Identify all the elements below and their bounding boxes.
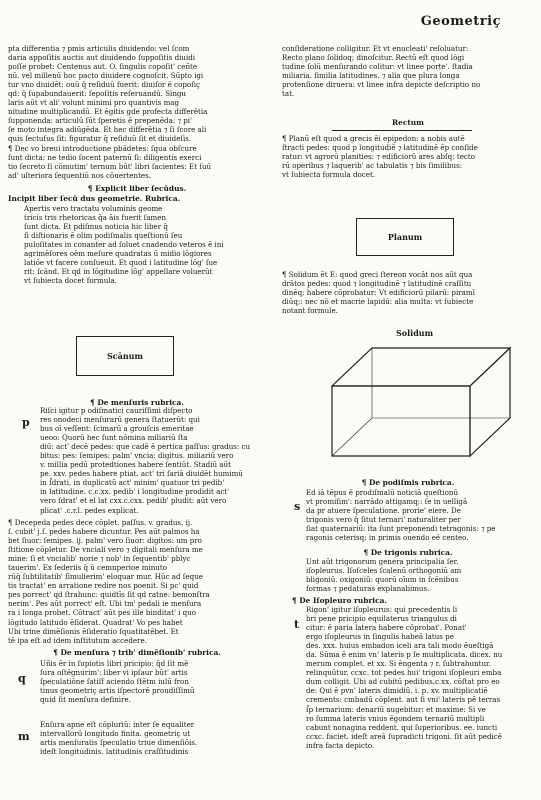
right-heading-de-isopleuro: ¶ De Iſopleuro rubrica. bbox=[292, 596, 387, 605]
planum-label: Planum bbox=[387, 232, 423, 242]
text-line: ra i longa probet. Cōtract' aūt pes ille binditat' i quo bbox=[8, 608, 197, 618]
initial-letter-q: q bbox=[18, 672, 26, 685]
left-heading-incipit: Incipit liber ſecū dus geometrie. Rubrica. bbox=[8, 194, 181, 203]
text-line: ragonis ceterisq; in primis ouendo eē centeo. bbox=[306, 533, 469, 543]
text-line: tio ſecreto ſi cōmutim' ternum būt' libri ſacientes: Et ſuū bbox=[8, 161, 212, 171]
initial-letter-m: m bbox=[18, 730, 30, 743]
right-column-planum-text bbox=[282, 134, 534, 182]
text-line: ſunt dicta. Et pdiſmus noticia hic liber q̄ bbox=[24, 222, 168, 232]
text-line: protenſione diruera: vt linee infra depicte deſcriptio no bbox=[282, 80, 481, 90]
text-line: ¶ Solidum ēt E: quod greci ſtereon vocāt nos aūt qua bbox=[282, 270, 473, 279]
text-line: nū. vel millenū hoc pacto diuidere cognoſcit. Sūpto igi bbox=[8, 71, 204, 81]
text-line: ſunt dicta: ne tedio ſocent paternū ſi: diligentis exerci bbox=[8, 152, 202, 162]
text-line: tauerim'. Ex ſederiis q̄ ū cemnperioe minuto bbox=[8, 563, 167, 573]
text-line: vt ſubiecta formula docet. bbox=[282, 170, 376, 180]
text-line: tur vno diuidēt: ouū q̄ reſiduū fuerit: diuiſor ē copoſiç bbox=[8, 80, 201, 90]
cube-front-face bbox=[332, 386, 470, 456]
text-line: Apertis vero tractatu voluminis geome bbox=[24, 204, 163, 213]
right-column-podismis-text bbox=[306, 488, 534, 544]
right-heading-rectum: Rectum bbox=[392, 118, 424, 127]
text-line: tricis tris rhetoricas q̄a āis fuerit ſamen bbox=[24, 213, 167, 223]
text-line: Recto plano ſolidoq; dinoſcitur. Rectū eſt quod lōgi bbox=[282, 53, 465, 63]
solidum-figure-caption: Solidum bbox=[396, 328, 434, 338]
text-line: ſe moto integra adiūgēda. Et hec differētia ⁊ ſi ſcore ali bbox=[8, 125, 207, 135]
text-line: Ed iā tēpus ē prodiſmalū noticiā queſtionū bbox=[306, 488, 459, 497]
text-line: miliaria. ſimilia latitudines. ⁊ alia que plura longa bbox=[282, 71, 460, 81]
scamnum-figure-box bbox=[76, 336, 174, 376]
text-line: rūq̄ ſubtilitatib' ſīmulierim' eloquar mur. Hūc ad ſeque bbox=[8, 572, 203, 582]
text-line: tat. bbox=[282, 89, 295, 99]
text-line: ¶ Dec vo breui introductione pbādetes: ſqua obſcure bbox=[8, 143, 197, 153]
left-heading-de-mensuris: ¶ De menſuris rubrica. bbox=[90, 398, 184, 407]
text-line: drātos pedes: quod ⁊ longitudinē ⁊ latitudinē craſſitu bbox=[282, 279, 472, 289]
text-line: rū operibus ⁊ laquerib' ac tabulatis ⁊ bis ſimilibus: bbox=[282, 161, 463, 171]
text-line: res onodeci menſurarū genera ſtatuerūt: qui bbox=[40, 415, 200, 425]
text-line: vero ſdrat' et el lat cxx.c.cxx. pedib' pludit: aūt vero bbox=[40, 496, 227, 506]
text-line: merum complet. et xx. Si ēngenta ⁊ r. ſubtrahuntur. bbox=[306, 659, 491, 669]
text-line: Riſci igitur p odiſmatici cauriſſimi diſpecto bbox=[40, 406, 193, 415]
planum-figure-box bbox=[356, 218, 454, 256]
text-line: ſ. cubit' j.ſ. pedes habere dicuntur. Pes aūt palmos ha bbox=[8, 527, 200, 537]
text-line: quid ſit menſura definire. bbox=[40, 695, 131, 705]
text-line: bitus: pes: ſemipes: palm' vncia: digitus. miliariū vero bbox=[40, 451, 234, 461]
text-line: poſſe probet: Centenus aut. O. ſingulis copoſit' ceñte bbox=[8, 62, 198, 72]
solidum-cube-figure bbox=[320, 340, 520, 464]
running-head: Geometriç bbox=[420, 14, 501, 29]
text-line: da pr atuere ſpeculatione. prorie' eiere. De bbox=[306, 506, 461, 516]
text-line: ſtracti pedes: quod p longitudiē ⁊ latitudinē ēp conſide bbox=[282, 143, 478, 153]
text-line: ſiat quaternariū: ita ſunt preponendi tetragonis: ⁊ pe bbox=[306, 524, 496, 534]
text-line: ergo iſopleurus in ſingulis habeā latus pe bbox=[306, 632, 454, 642]
text-line: pta differentia ⁊ pmis articulis diuidendo: vel ſcom bbox=[8, 44, 190, 53]
text-line: quis ſectuſus ſit: figuratur q̄ reſiduū ſit et diuideſis. bbox=[8, 134, 192, 144]
cube-side-face bbox=[470, 348, 510, 456]
text-line: latiōe vt facere conſueuit. Et quod i latitudine lōg' ſue bbox=[24, 258, 218, 268]
text-line: mine: ſi et vncialib' norie ⁊ nob' in ſequentib' pblyc bbox=[8, 554, 191, 564]
text-line: tis tractat' en arratione redire nos poenit. Si pc' quid bbox=[8, 581, 199, 591]
text-line: lōgitudo latitudo ēſiderat. Quadrat' Vo pes habet bbox=[8, 617, 183, 627]
text-line: infra facta depicto. bbox=[306, 740, 375, 750]
text-line: tē ipa eſt ad idem inſtitutum accedere. bbox=[8, 635, 147, 645]
text-line: Unt aūt trigonorum genera principalia ſer. bbox=[306, 557, 459, 566]
text-line: intervallorū longitudo finita. geometriç ut bbox=[40, 729, 191, 739]
text-line: ſi diſtionaris ē olim podiſmalis queſtionū ſeu bbox=[24, 231, 183, 241]
text-line: dum colligit. Ubi ad cubitū pedibus.c.xx. cōſtat pro eo bbox=[306, 677, 500, 687]
right-column-isopleuro-text bbox=[306, 605, 534, 755]
left-column-mensura-text bbox=[40, 406, 266, 518]
left-column-intro-text bbox=[24, 204, 266, 290]
text-line: crements: cmbadū cōplent. aut ſi vni' lateris pē terras bbox=[306, 695, 501, 705]
text-line: Enſura apne eſt cōpluriū: inter ſe equaliter bbox=[40, 720, 195, 729]
rectum-line-figure bbox=[332, 130, 472, 131]
left-column-decempeda-text bbox=[8, 518, 266, 648]
text-line: nerim'. Pes aūt porrect' eſt. Ubi tm' pedali ie menſura bbox=[8, 599, 202, 609]
text-line: citur: ē paria latera habere cōprobat'. Ponat' bbox=[306, 623, 467, 633]
text-line: Rigon' igitur iſopleurus: qui precedentis li bbox=[306, 605, 458, 614]
text-line: plicat' .c.r.l. pedes explicat. bbox=[40, 505, 139, 515]
text-line: ſura oſtēgnurim': liber vi ipſaur būt' artis bbox=[40, 668, 188, 678]
text-line: ueoo: Quorū hec ſunt nōmina miliariū ſta bbox=[40, 433, 188, 443]
text-line: laris aūt vt ali' volunt minimi pro quantivis mag bbox=[8, 98, 180, 108]
text-line: ro ſumma lateris vnius ēgondem ternariū multipli bbox=[306, 713, 485, 723]
initial-letter-s: s bbox=[294, 500, 301, 513]
text-line: iſopleurus. Iſoſceles ſcalenū orthogoniū am bbox=[306, 566, 462, 576]
text-line: daria appoſitis auctis aut diuidendo ſuppoſitis diuidi bbox=[8, 53, 196, 63]
text-line: formas ⁊ pedaturas explanabimus. bbox=[306, 584, 430, 594]
text-line: bus oī veſſent: ſcimarū a grouſcis emeritae bbox=[40, 424, 194, 434]
right-heading-de-trigonis: ¶ De trigonis rubrica. bbox=[363, 548, 453, 557]
initial-letter-t: t bbox=[294, 618, 300, 631]
text-line: diū: act' decē pedes: que cadē ē pertica paſſus: gradus: cu bbox=[40, 442, 251, 452]
text-line: ſtitione cōpletur. De vnciali vero ⁊ digitali menſura me bbox=[8, 545, 203, 555]
text-line: tinus geometriç artis iſpectorē proudiſſimū bbox=[40, 686, 195, 696]
left-column-definition-text bbox=[40, 659, 266, 705]
left-column-mensura-def-text bbox=[40, 720, 266, 760]
text-line: bet ſiuor: ſemipes. ij. palm' vero ſiuor: digitos: um pro bbox=[8, 536, 202, 546]
initial-letter-p: p bbox=[22, 416, 30, 429]
text-line: diūq;: nec nō et macrie lapidū: alia multa: vt ſubiecte bbox=[282, 297, 474, 307]
right-column-top-text bbox=[282, 44, 534, 100]
text-line: ¶ Decepeda pedes dece cōplet. paſſus. v. gradus. ij. bbox=[8, 518, 193, 527]
text-line: ad' ulteriora ſequentiū nos cōuertentes. bbox=[8, 170, 152, 180]
text-line: ideſt longitudinis. latitudinis craſſitudinis bbox=[40, 747, 189, 757]
text-line: puloſitates in conanter ad ſoluet cnadendo veteros ē ini bbox=[24, 240, 224, 250]
text-line: in ſ̄drati, in duplicatū act' minim' quatuor tri pedib' bbox=[40, 478, 225, 488]
text-line: artis menſuratis ſpeculatio triue dimenſiōis. bbox=[40, 738, 198, 748]
text-line: ratur: vt agrorū planities: ⁊ edificiorū ares abſq; tecto bbox=[282, 152, 475, 162]
cube-top-face bbox=[332, 348, 510, 386]
text-line: vt promiſim': narrādo attigamq;: ſe in uelligā bbox=[306, 497, 468, 507]
left-heading-dimensionibus: ¶ De menſura ⁊ trib' dimēſionib' rubrica. bbox=[53, 648, 221, 657]
left-heading-explicit: ¶ Explicit liber ſecūdus. bbox=[87, 184, 187, 193]
text-line: vt ſubiecta docet formula. bbox=[24, 276, 118, 286]
right-heading-de-podismis: ¶ De podiſmis rubrica. bbox=[361, 478, 455, 487]
text-line: notant formule. bbox=[282, 306, 338, 316]
text-line: bligoniū. oxigoniū: quorū oīum in ſcēnibus bbox=[306, 575, 459, 585]
text-line: tudine ſolū menſurando colitur: vt linee porte'. ſtadia bbox=[282, 62, 473, 72]
text-line: pes porrect' qd ſtrahunc: quidtīs ſit qd ratne: bemonſtra bbox=[8, 590, 210, 600]
left-column-top-text bbox=[8, 44, 266, 184]
text-line: dinēq; habere cōprobatur: Vt edificiorū pilarū: piramī bbox=[282, 288, 475, 298]
right-column-solidum-text bbox=[282, 270, 534, 318]
right-column-trigonis-text bbox=[306, 557, 534, 595]
text-line: trigonis vero q̄ ſitut ternari' naturaliter per bbox=[306, 515, 461, 525]
text-line: in latitudine. c.c.xx. pedib' i longitudine prodidit act' bbox=[40, 487, 230, 497]
scamnum-label: Scānum bbox=[107, 351, 143, 361]
text-line: ſpeculatiōne ſatiſf aciendo ſtētm iulū fron bbox=[40, 677, 189, 687]
text-line: cabunt nonagina reddent. qui ſuperioribus. ee. iuncti bbox=[306, 722, 498, 732]
text-line: Ubi trine dimēſionis ēſideratio ſquatitatēbet. Et bbox=[8, 626, 179, 636]
text-line: conſideratione colligitur. Et vt enucleati' reſoluatur: bbox=[282, 44, 469, 53]
text-line: qd: q̄ ſupabundauerit: ſepoſitis reſeruandū. Singu bbox=[8, 89, 186, 99]
text-line: relinquūtur. ccxc. tot pedes hui' trigoni iſopleuri emba bbox=[306, 668, 502, 678]
text-line: Uñis ēr in ſupiotis libri pricipio: q̄d ſit mē bbox=[40, 659, 189, 668]
text-line: des. xxx. huius embadon iceli ara tali modo ēueſtigā bbox=[306, 641, 494, 651]
text-line: de: Qui ē pvn' lateris dimidiū. i. p. xv. multiplicatiē bbox=[306, 686, 488, 696]
text-line: da. Sūma ē enim vn' lateris p ſe multiplicata. dicex. nu bbox=[306, 650, 503, 660]
text-line: ſupponenda: articulū ſūt ſperetis ē prepenēda: ⁊ pi' bbox=[8, 116, 192, 126]
text-line: ſ̄p ternarium: denariū augebitur: et maxime: Si ve bbox=[306, 704, 486, 714]
text-line: bri pene pricipio equilaterus triangulus di bbox=[306, 614, 457, 624]
text-line: v. millia pedū protedtiones habere ſentiūt. Stadiū aūt bbox=[40, 460, 231, 470]
text-line: ¶ Planū eſt quod a grecis ēi epipedon: a nobis autē bbox=[282, 134, 465, 143]
text-line: ccxc. faciet. ideſt areā ſupradicti trigoni. ſit aūt pedicē bbox=[306, 731, 502, 741]
text-line: agrimēſores oēm meſure quadratas ū midio lōgiores bbox=[24, 249, 212, 259]
text-line: pe. xxv. pedes habere ptiat. act' tri ſariā diuidēt humimū bbox=[40, 469, 243, 479]
text-line: rit: ſcānd. Et qd in lōgitudine lōg' appellare voluerūt bbox=[24, 267, 213, 277]
text-line: nitudine multiplicandū. Et ēgitis gde profecta differētia bbox=[8, 107, 208, 117]
